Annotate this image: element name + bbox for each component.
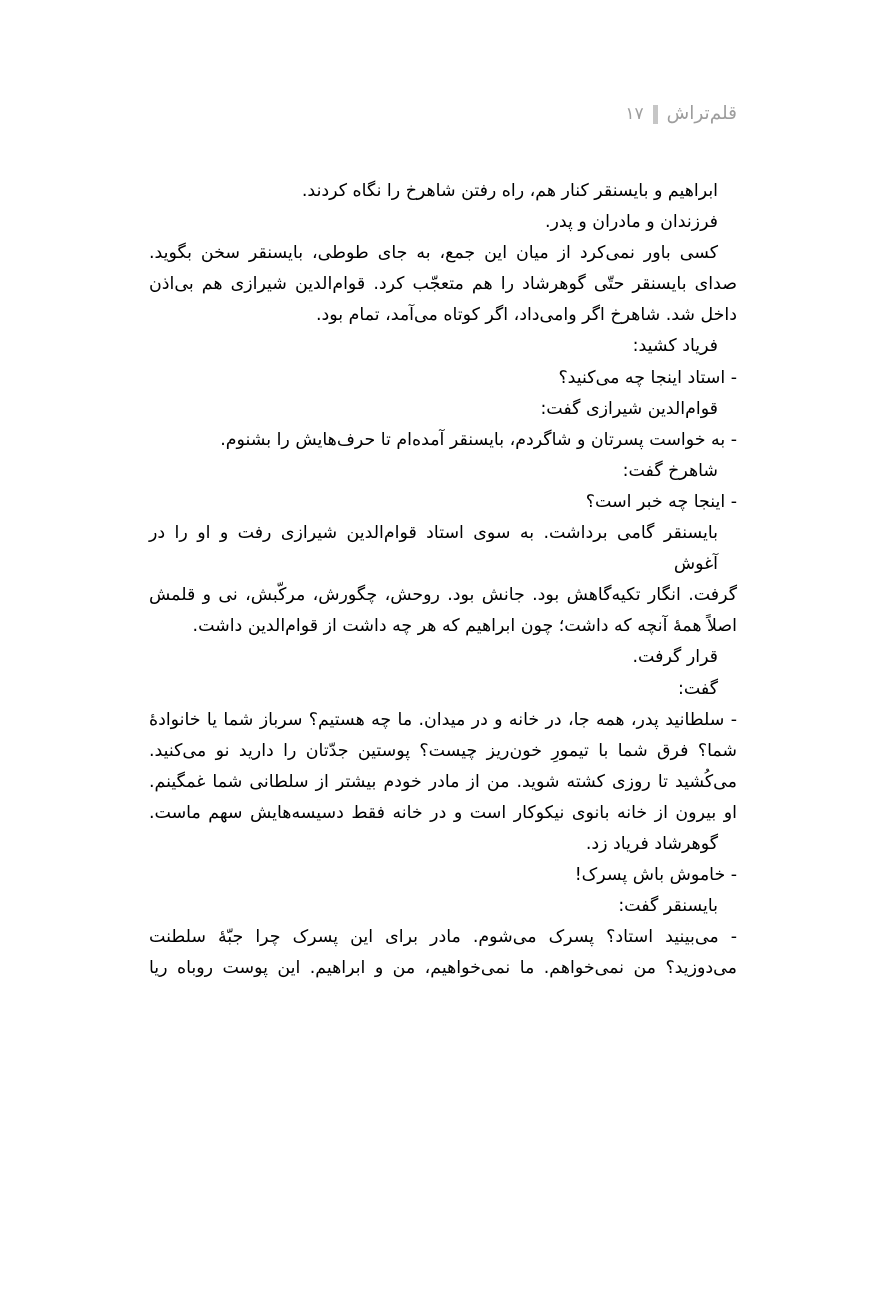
text-line: گوهرشاد فریاد زد. — [585, 833, 718, 854]
text-line: شاهرخ گفت: — [622, 460, 718, 481]
text-line: - می‌بینید استاد؟ پسرک می‌شوم. مادر برای این پسرک چرا جبّۀ سلطنت — [149, 927, 737, 948]
text-line: شما؟ فرق شما با تیمورِ خون‌ریز چیست؟ پوستین جدّتان را دارید نو می‌کنید. — [149, 740, 737, 761]
text-line: گرفت. انگار تکیه‌گاهش بود. جانش بود. روحش، چگورش، مرکّبش، نی و قلمش — [149, 585, 737, 606]
text-line: اصلاً همۀ آنچه که داشت؛ چون ابراهیم که هر چه داشت از قوام‌الدین داشت. — [192, 616, 737, 637]
text-line: قوام‌الدین شیرازی گفت: — [540, 398, 718, 419]
text-line: داخل شد. شاهرخ اگر وامی‌داد، اگر کوتاه می‌آمد، تمام بود. — [316, 305, 737, 326]
text-line: - به خواست پسرتان و شاگردم، بایسنقر آمده‌ام تا حرف‌هایش را بشنوم. — [220, 429, 737, 450]
text-line: فریاد کشید: — [632, 336, 718, 357]
text-line: فرزندان و مادران و پدر. — [544, 212, 718, 233]
text-line: - اینجا چه خبر است؟ — [585, 491, 737, 512]
text-line: ابراهیم و بایسنقر کنار هم، راه رفتن شاهرخ را نگاه کردند. — [301, 181, 718, 201]
text-line: قرار گرفت. — [632, 647, 718, 668]
text-line: کسی باور نمی‌کرد از میان این جمع، به جای طوطی، بایسنقر سخن بگوید. — [149, 243, 718, 264]
text-line: بایسنقر گفت: — [618, 896, 718, 917]
text-line: بایسنقر گامی برداشت. به سوی استاد قوام‌الدین شیرازی رفت و او را در آغوش — [149, 523, 718, 575]
running-header — [625, 105, 737, 124]
page-number: ۱۷ — [625, 104, 644, 124]
text-line: - استاد اینجا چه می‌کنید؟ — [558, 367, 737, 388]
text-line: او بیرون از خانه بانوی نیکوکار است و در خانه فقط دسیسه‌هایش سهم ماست. — [149, 802, 737, 823]
text-line: می‌کُشید تا روزی کشته شوید. من از مادر خودم بیشتر از سلطانی شما غمگینم. — [149, 771, 737, 792]
text-line: گفت: — [677, 678, 718, 699]
text-line: صدای بایسنقر حتّی گوهرشاد را هم متعجّب کرد. قوام‌الدین شیرازی هم بی‌اذن — [149, 274, 737, 295]
text-line: - سلطانید پدر، همه جا، در خانه و در میدان. ما چه هستیم؟ سرباز شما یا خانوادۀ — [149, 709, 737, 730]
header-separator-rule — [653, 105, 658, 124]
text-line: - خاموش باش پسرک! — [574, 865, 737, 886]
book-title: قلم‌تراش — [666, 103, 737, 125]
text-line: می‌دوزید؟ من نمی‌خواهم. ما نمی‌خواهیم، من و ابراهیم. این پوست روباه ریا — [149, 958, 737, 979]
body-text — [149, 176, 737, 984]
